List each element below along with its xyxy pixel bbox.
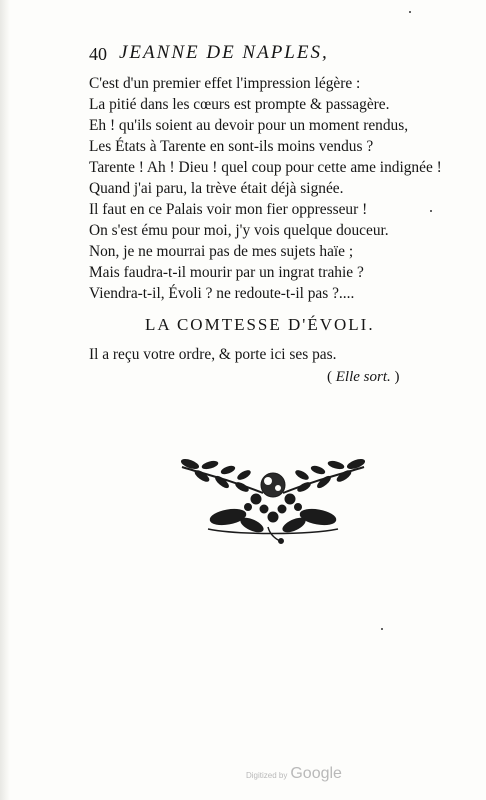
- speaker-name: LA COMTESSE D'ÉVOLI.: [145, 315, 375, 334]
- page-number: 40: [89, 44, 107, 64]
- reply-line: Il a reçu votre ordre, & porte ici ses pas.: [89, 346, 337, 363]
- verse-line: La pitié dans les cœurs est prompte & passagère.: [89, 96, 390, 113]
- gutter-shadow: [0, 0, 10, 800]
- ink-speck: [381, 628, 383, 630]
- verse-line: Les États à Tarente en sont-ils moins vendus ?: [89, 138, 374, 155]
- stage-direction-text: Elle sort.: [335, 369, 391, 385]
- floral-ornament: [178, 455, 368, 545]
- verse-line: On s'est ému pour moi, j'y vois quelque douceur.: [89, 222, 389, 239]
- google-logo: Google: [290, 765, 342, 782]
- verse-line: Il faut en ce Palais voir mon fier oppresseur !: [89, 201, 368, 218]
- verse-line: C'est d'un premier effet l'impression légère :: [89, 75, 361, 92]
- verse-line: Eh ! qu'ils soient au devoir pour un moment rendus,: [89, 117, 409, 134]
- stage-direction-open-paren: (: [327, 369, 336, 385]
- page-header: [89, 40, 389, 66]
- watermark-caption: Digitized by: [246, 771, 288, 780]
- verse-line: Quand j'ai paru, la trève était déjà signée.: [89, 180, 344, 197]
- verse-line: Viendra-t-il, Évoli ? ne redoute-t-il pas ?....: [89, 285, 355, 302]
- stage-direction: [327, 369, 400, 386]
- ink-speck: [409, 11, 411, 13]
- verse-line: Mais faudra-t-il mourir par un ingrat trahie ?: [89, 264, 364, 281]
- stage-direction-close-paren: ): [390, 369, 400, 385]
- verse-line: Tarente ! Ah ! Dieu ! quel coup pour cette ame indignée !: [89, 159, 442, 176]
- running-title: JEANNE DE NAPLES,: [119, 42, 329, 63]
- verse-block: [89, 73, 449, 304]
- ink-speck: [430, 210, 432, 212]
- verse-line: Non, je ne mourrai pas de mes sujets haïe ;: [89, 243, 354, 260]
- digitized-watermark: [246, 765, 342, 783]
